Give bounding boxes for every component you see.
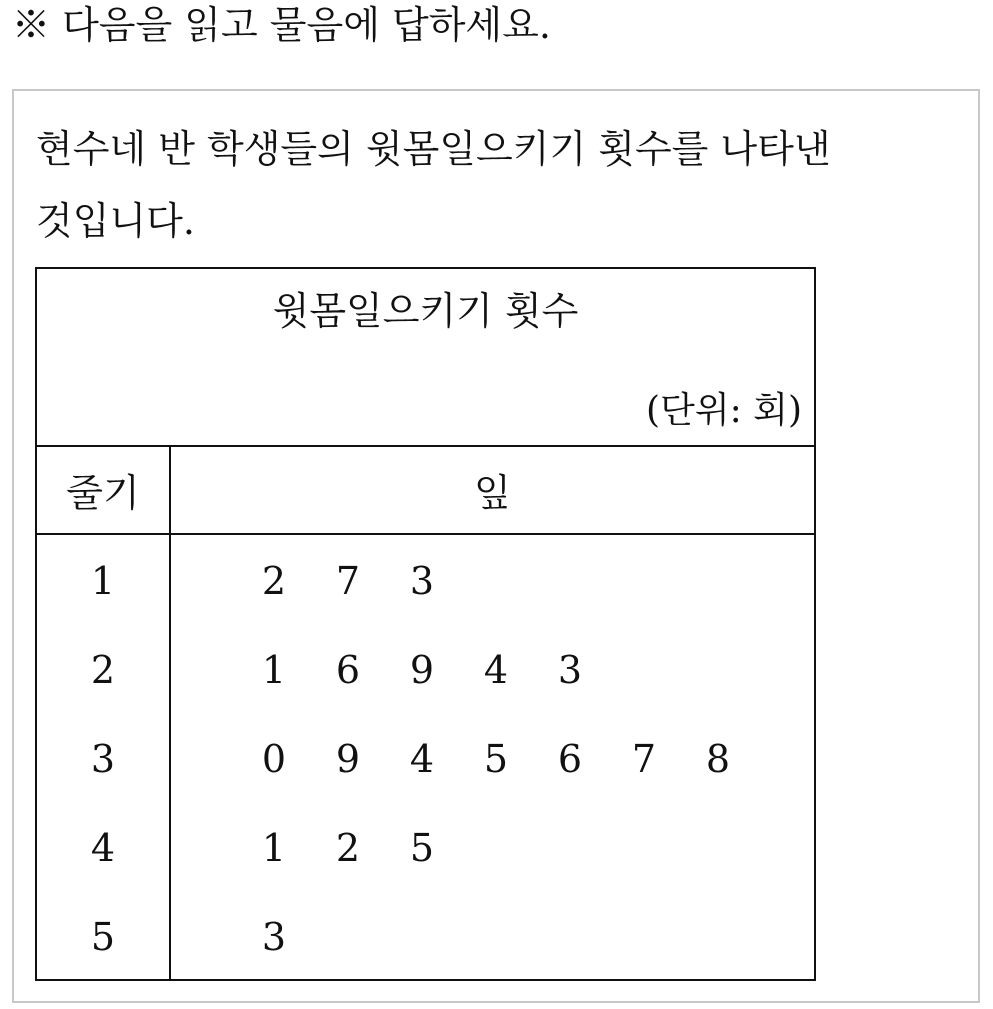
- leaf-value: 7: [335, 559, 361, 603]
- leaf-value: 3: [557, 648, 583, 692]
- stem-value: 2: [90, 648, 116, 692]
- leaf-value: 0: [261, 737, 287, 781]
- stem-value: 3: [90, 737, 116, 781]
- leaf-value: 8: [705, 737, 731, 781]
- leaf-value: 6: [557, 737, 583, 781]
- plot-row: [37, 893, 814, 982]
- leaf-value: 5: [483, 737, 509, 781]
- stem-value: 4: [90, 826, 116, 870]
- intro-line-2: 것입니다.: [36, 199, 195, 243]
- leaf-value: 1: [261, 826, 287, 870]
- header-top-divider: [37, 445, 814, 447]
- stem-value: 5: [90, 915, 116, 959]
- instruction-text: ※ 다음을 읽고 물음에 답하세요.: [12, 3, 551, 47]
- leaf-value: 6: [335, 648, 361, 692]
- leaf-value: 4: [483, 648, 509, 692]
- stem-and-leaf-plot: [35, 267, 816, 981]
- leaf-value: 3: [261, 915, 287, 959]
- leaf-value: 7: [631, 737, 657, 781]
- leaf-value: 3: [409, 559, 435, 603]
- leaf-value: 2: [261, 559, 287, 603]
- problem-intro: [36, 113, 876, 257]
- leaf-list: [237, 537, 459, 626]
- leaf-value: 9: [409, 648, 435, 692]
- leaf-list: [237, 893, 311, 982]
- leaf-list: [237, 804, 459, 893]
- leaf-header: 잎: [474, 471, 511, 515]
- leaf-list: [237, 626, 607, 715]
- leaf-value: 5: [409, 826, 435, 870]
- leaf-value: 4: [409, 737, 435, 781]
- plot-row: [37, 715, 814, 804]
- leaf-list: [237, 715, 755, 804]
- plot-title: 윗몸일으키기 횟수: [272, 289, 579, 333]
- leaf-value: 1: [261, 648, 287, 692]
- unit-label: (단위: 회): [646, 390, 802, 431]
- leaf-value: 9: [335, 737, 361, 781]
- plot-row: [37, 804, 814, 893]
- plot-row: [37, 537, 814, 626]
- plot-row: [37, 626, 814, 715]
- stem-value: 1: [90, 559, 116, 603]
- stem-header: 줄기: [66, 471, 140, 515]
- leaf-value: 2: [335, 826, 361, 870]
- intro-line-1: 현수네 반 학생들의 윗몸일으키기 횟수를 나타낸: [36, 127, 831, 171]
- problem-box: [12, 89, 980, 1003]
